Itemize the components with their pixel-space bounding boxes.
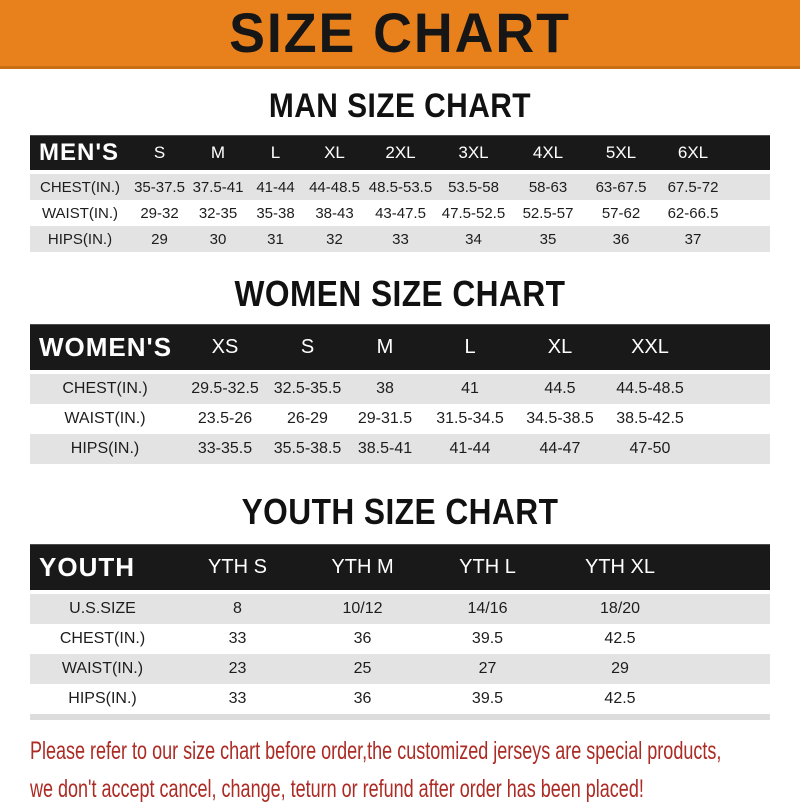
size-column-header: YTH L [425,544,550,594]
size-value-cell: 33-35.5 [197,440,253,457]
women-section-title: WOMEN SIZE CHART [234,273,566,314]
empty-pad-cell [690,594,770,624]
size-value-cell: 31.5-34.5 [436,410,504,427]
size-value-cell: 67.5-72 [667,178,719,196]
measurement-row [30,374,770,404]
row-label: HIPS(IN.) [47,230,113,248]
empty-pad-cell [729,200,770,226]
banner-title: SIZE CHART [229,1,571,64]
size-value-cell: 41-44 [256,178,295,196]
man-section-title: MAN SIZE CHART [268,87,532,125]
measurement-row [30,434,770,464]
measurement-row [30,684,770,714]
empty-pad-cell [729,226,770,252]
order-disclaimer-note [30,734,800,810]
empty-pad-cell [690,654,770,684]
size-column-header: YTH XL [550,544,690,594]
size-value-cell: 62-66.5 [667,204,719,222]
table-header-row [30,135,770,174]
measurement-row [30,226,770,252]
row-label: CHEST(IN.) [62,380,148,397]
size-value-cell: 26-29 [287,410,328,427]
size-value-cell: 36 [353,690,372,707]
size-value-cell: 33 [228,690,247,707]
size-value-cell: 44-48.5 [309,178,360,196]
size-value-cell: 63-67.5 [595,178,647,196]
size-value-cell: 44.5 [544,380,576,397]
measurement-row [30,404,770,434]
size-value-cell: 34 [465,230,482,248]
size-value-cell: 52.5-57 [522,204,574,222]
size-value-cell: 27 [478,660,497,677]
size-column-header: XL [515,324,605,374]
women-size-chart-section [0,273,800,464]
size-value-cell: 57-62 [601,204,641,222]
size-value-cell: 10/12 [342,600,383,617]
size-value-cell: 32-35 [198,204,238,222]
empty-pad-cell [690,624,770,654]
size-value-cell: 42.5 [604,630,636,647]
size-value-cell: 36 [612,230,630,248]
man-size-chart-section [0,89,800,252]
size-value-cell: 8 [233,600,242,617]
size-value-cell: 43-47.5 [375,204,426,222]
row-label: WAIST(IN.) [41,204,119,222]
size-value-cell: 37 [684,230,702,248]
size-value-cell: 29.5-32.5 [191,380,259,397]
empty-pad-cell [695,324,770,374]
size-column-header: YTH S [175,544,300,594]
size-value-cell: 42.5 [604,690,636,707]
youth-section-title: YOUTH SIZE CHART [241,491,559,532]
size-column-header: S [270,324,345,374]
row-label: HIPS(IN.) [68,690,137,707]
size-value-cell: 14/16 [467,600,508,617]
size-column-header: 6XL [657,135,729,174]
disclaimer-line-1: Please refer to our size chart before order,the customized jerseys are special products, [30,737,722,765]
table-header-row [30,324,770,374]
size-value-cell: 34.5-38.5 [526,410,594,427]
measurement-row [30,200,770,226]
size-value-cell: 35-38 [256,204,295,222]
size-value-cell: 23 [228,660,247,677]
empty-pad-cell [695,434,770,464]
row-label: U.S.SIZE [69,600,136,617]
measurement-row [30,174,770,200]
size-value-cell: 33 [228,630,247,647]
size-value-cell: 41-44 [449,440,491,457]
size-value-cell: 35.5-38.5 [273,440,342,457]
size-value-cell: 44.5-48.5 [616,380,684,397]
size-column-header: M [345,324,425,374]
size-value-cell: 18/20 [599,600,641,617]
size-value-cell: 39.5 [471,630,504,647]
empty-pad-cell [729,135,770,174]
size-column-header: L [425,324,515,374]
size-value-cell: 25 [353,660,372,677]
size-value-cell: 29-32 [140,204,179,222]
measurement-row [30,624,770,654]
measurement-row [30,594,770,624]
size-value-cell: 47-50 [629,440,671,457]
size-value-cell: 38.5-41 [357,440,413,457]
row-label: WAIST(IN.) [64,410,146,427]
size-value-cell: 32 [326,230,343,248]
men-size-table [30,135,770,252]
size-value-cell: 48.5-53.5 [368,178,433,196]
size-column-header: 5XL [585,135,657,174]
size-column-header: S [130,135,189,174]
size-value-cell: 38 [376,380,394,397]
size-value-cell: 38-43 [315,204,354,222]
row-label: CHEST(IN.) [40,178,120,196]
size-value-cell: 38.5-42.5 [616,410,684,427]
size-column-header: L [247,135,304,174]
size-value-cell: 44-47 [539,440,581,457]
youth-size-chart-section [0,491,800,720]
size-value-cell: 30 [209,230,227,248]
empty-pad-cell [690,544,770,594]
empty-pad-cell [729,174,770,200]
table-header-row [30,544,770,594]
size-value-cell: 37.5-41 [192,178,244,196]
disclaimer-line-2: we don't accept cancel, change, teturn or refund after order has been placed! [30,775,644,803]
measurement-row [30,654,770,684]
size-column-header: YTH M [300,544,425,594]
row-label: WAIST(IN.) [61,660,144,677]
size-value-cell: 31 [267,230,284,248]
size-value-cell: 29-31.5 [357,410,413,427]
empty-pad-cell [695,404,770,434]
size-value-cell: 35 [539,230,557,248]
size-column-header: XL [304,135,365,174]
row-label: CHEST(IN.) [59,630,146,647]
size-chart-banner [0,0,800,69]
size-column-header: 3XL [436,135,511,174]
row-label: HIPS(IN.) [70,440,140,457]
size-value-cell: 29 [151,230,168,248]
size-value-cell: 29 [611,660,629,677]
size-value-cell: 47.5-52.5 [441,204,506,222]
size-column-header: M [189,135,247,174]
size-column-header: XXL [605,324,695,374]
size-value-cell: 41 [461,380,479,397]
size-column-header: 2XL [365,135,436,174]
size-value-cell: 33 [392,230,409,248]
size-value-cell: 36 [353,630,372,647]
empty-pad-cell [690,684,770,714]
empty-pad-cell [695,374,770,404]
size-value-cell: 53.5-58 [448,178,499,196]
women-size-table [30,324,770,464]
size-value-cell: 58-63 [528,178,568,196]
table-corner-label: MEN'S [30,135,130,174]
youth-size-table [30,544,770,720]
size-value-cell: 32.5-35.5 [273,380,342,397]
size-value-cell: 23.5-26 [197,410,253,427]
table-corner-label: WOMEN'S [30,324,180,374]
size-column-header: 4XL [511,135,585,174]
size-value-cell: 35-37.5 [134,178,185,196]
table-corner-label: YOUTH [30,544,175,594]
size-column-header: XS [180,324,270,374]
size-value-cell: 39.5 [471,690,504,707]
